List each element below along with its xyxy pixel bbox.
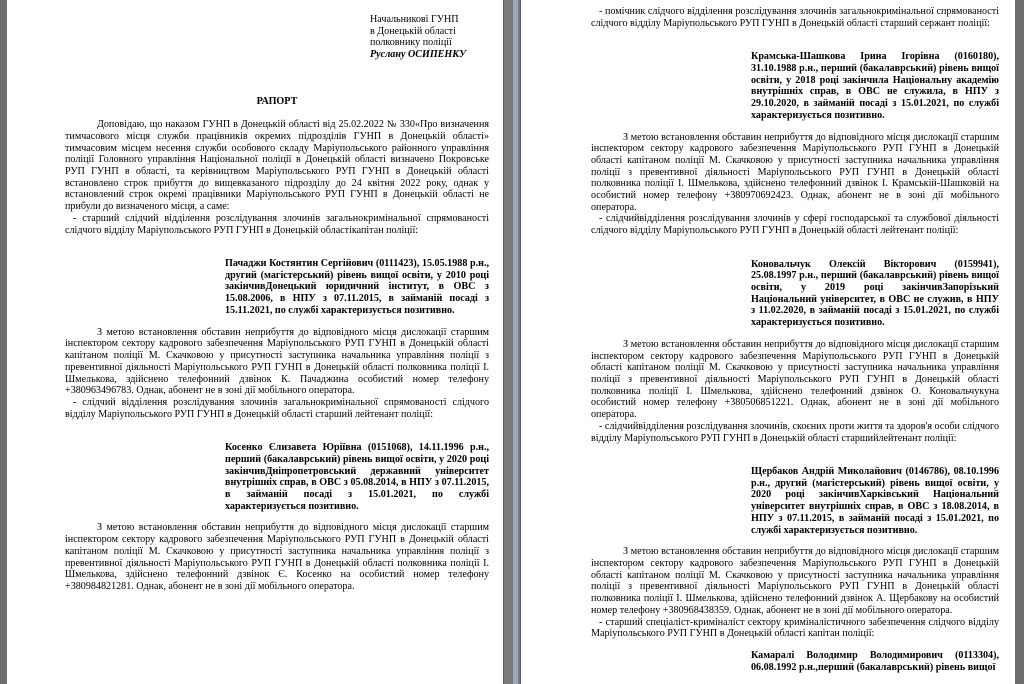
- role-paragraph-4: - слідчийвідділення розслідування злочинів у сфері господарської та службової діяльності слідчого відділу Маріупольського РУП ГУНП в Донецькій області лейтенант поліції:: [591, 213, 999, 237]
- empty-line: [65, 236, 489, 248]
- empty-line: [591, 444, 999, 456]
- action-paragraph-5: З метою встановлення обставин неприбуття до відповідного місця дислокації старшим інспектором сектору кадрового забезпечення Маріупольського РУП ГУНП в Донецькій області капітаном поліції М. Скачковою у присутності заступника начальника управління поліції з превентивної діяльності Маріупольського РУП ГУНП в Донецькій області полковника поліції І. Шмелькова, здійснено телефонний дзвінок А. Щербакову на особистий номер телефону +380968438359. Однак, абонент не в зоні дії мобільного оператора.: [591, 546, 999, 616]
- person-paragraph-5: Щербаков Андрій Миколайович (0146786), 08.10.1996 р.н., другий (магістерський) рівень вищої освіти, у 2020 році закінчивХарківський Національний університет внутрішніх справ, в ОВС з 18.08.2014, в НПУ з 07.11.2015, в займаній посаді з 15.01.2021, по службі характеризується позитивно.: [751, 466, 999, 536]
- intro-paragraph: Доповідаю, що наказом ГУНП в Донецькій області від 25.02.2022 № 330«Про визначення тимчасового місця служби працівників окремих підрозділів ГУНП в Донецькій області» тимчасовим місцем несення служби особового складу Маріупольського районного управління поліції Головного управління Національної поліції в Донецькій області визначено Покровське РУП ГУНП в області, та керівництвом Маріупольського РУП ГУНП в Донецькій області встановлено строк прибуття до вищевказаного підрозділу до 24 квітня 2022 року, однак у встановлений строк окремі працівники Маріупольського РУП ГУНП в Донецькій області не прибули до визначеного місця, а саме:: [65, 119, 489, 213]
- action-paragraph-3: З метою встановлення обставин неприбуття до відповідного місця дислокації старшим інспектором сектору кадрового забезпечення Маріупольського РУП ГУНП в Донецькій області капітаном поліції М. Скачковою у присутності заступника начальника управління поліції з превентивної діяльності Маріупольського РУП ГУНП в Донецькій області полковника поліції І. Шмелькова, здійснено телефонний дзвінок І. Крамській-Шашковій на особистий номер телефону +380970692423. Однак, абонент не в зоні дії мобільного оператора.: [591, 131, 999, 213]
- page-separator: [513, 0, 518, 684]
- person-paragraph-3: Крамська-Шашкова Ірина Ігорівна (0160180), 31.10.1988 р.н., перший (бакалаврський) рівень вищої освіти, у 2018 році закінчила Національну академію внутрішніх справ, в ОВС не служила, в НПУ з 29.10.2020, в займаній посаді з 15.01.2021, по службі характеризується позитивно.: [751, 51, 999, 121]
- document-page-1: [7, 0, 503, 684]
- document-page-2: [521, 0, 1015, 684]
- addressee-line-4: Руслану ОСИПЕНКУ: [370, 49, 467, 61]
- empty-line: [65, 73, 489, 85]
- empty-line: [65, 84, 489, 96]
- action-paragraph-2: З метою встановлення обставин неприбуття до відповідного місця дислокації старшим інспектором сектору кадрового забезпечення Маріупольського РУП ГУНП в Донецькій області капітаном поліції М. Скачковою у присутності заступника начальника управління поліції з превентивної діяльності Маріупольського РУП ГУНП в Донецькій області полковника поліції І. Шмелькова, здійснено телефонний дзвінок Є. Косенко на особистий номер телефону +380984821281. Однак, абонент не в зоні дії мобільного оператора.: [65, 522, 489, 592]
- role-paragraph-5: - слідчийвідділення розслідування злочинів, скоєних проти життя та здоров'я особи слідчого відділу Маріупольського РУП ГУНП в Донецькій області старшийлейтенант поліції:: [591, 420, 999, 444]
- empty-line: [65, 61, 489, 73]
- addressee-line-1: Начальникові ГУНП: [370, 14, 459, 25]
- page-gutter: [503, 0, 521, 684]
- empty-line: [65, 420, 489, 432]
- document-title: РАПОРТ: [256, 95, 298, 107]
- empty-line: [591, 29, 999, 41]
- role-paragraph-3: - помічник слідчого відділення розслідування злочинів загальнокримінальної спрямованості слідчого відділу Маріупольського РУП ГУНП в Донецькій області старший сержант поліції:: [591, 6, 999, 29]
- empty-line: [591, 237, 999, 249]
- person-paragraph-4: Коновальчук Олексій Вікторович (0159941), 25.08.1997 р.н., перший (бакалаврський) рівень вищої освіти, у 2019 році закінчивЗапорізький Національний університет, в ОВС не служив, в НПУ з 11.02.2020, в займаній посаді з 15.01.2021, по службі характеризується позитивно.: [751, 258, 999, 329]
- role-paragraph-6: - старший спеціаліст-криміналіст сектору криміналістичного забезпечення слідчого відділу Маріупольського РУП ГУНП в Донецькій області капітан поліції:: [591, 616, 999, 640]
- addressee-line-2: в Донецькій області: [370, 25, 456, 37]
- person-paragraph-2: Косенко Єлизавета Юріївна (0151068), 14.11.1996 р.н., перший (бакалаврський) рівень вищої освіти, у 2020 році закінчивДніпропетровський державний університет внутрішніх справ, в ОВС з 05.08.2014, в НПУ з 07.11.2015, в займаній посаді з 15.01.2021, по службі характеризується позитивно.: [225, 442, 489, 512]
- role-paragraph-2: - слідчий відділення розслідування злочинів загальнокримінальної спрямованості слідчого відділу Маріупольського РУП ГУНП в Донецькій області старший лейтенант поліції:: [65, 396, 489, 420]
- person-paragraph-6: Камаралі Володимир Володимирович (0113304), 06.08.1992 р.н.,перший (бакалаврський) рівень вищої: [751, 650, 999, 673]
- addressee-line-3: полковнику поліції: [370, 37, 452, 49]
- action-paragraph-4: З метою встановлення обставин неприбуття до відповідного місця дислокації старшим інспектором сектору кадрового забезпечення Маріупольського РУП ГУНП в Донецькій області капітаном поліції М. Скачковою у присутності заступника начальника управління поліції з превентивної діяльності Маріупольського РУП ГУНП в Донецькій області полковника поліції І. Шмелькова, здійснено телефонний дзвінок О. Коновальчукуна особистий номер телефону +380506851221. Однак, абонент не в зоні дії мобільного оператора.: [591, 338, 999, 421]
- empty-line: [65, 108, 489, 120]
- action-paragraph-1: З метою встановлення обставин неприбуття до відповідного місця дислокації старшим інспектором сектору кадрового забезпечення Маріупольського РУП ГУНП в Донецькій області капітаном поліції М. Скачковою у присутності заступника начальника управління поліції з превентивної діяльності Маріупольського РУП ГУНП в Донецькій області полковника поліції І. Шмелькова, здійснено телефонний дзвінок К. Пачаджина особистий номер телефону +380963496783. Однак, абонент не в зоні дії мобільного оператора.: [65, 326, 489, 397]
- person-paragraph-1: Пачаджи Костянтин Сергійович (0111423), 15.05.1988 р.н., другий (магістерський) рівень вищої освіти, у 2010 році закінчивДонецький юридичний інститут, в ОВС з 15.08.2006, в НПУ з 07.11.2015, в займаній посаді з 15.11.2021, по службі характеризується позитивно.: [225, 258, 489, 316]
- role-paragraph-1: - старший слідчий відділення розслідування злочинів загальнокримінальної спрямованості слідчого відділу Маріупольського РУП ГУНП в Донецькій областікапітан поліції:: [65, 212, 489, 236]
